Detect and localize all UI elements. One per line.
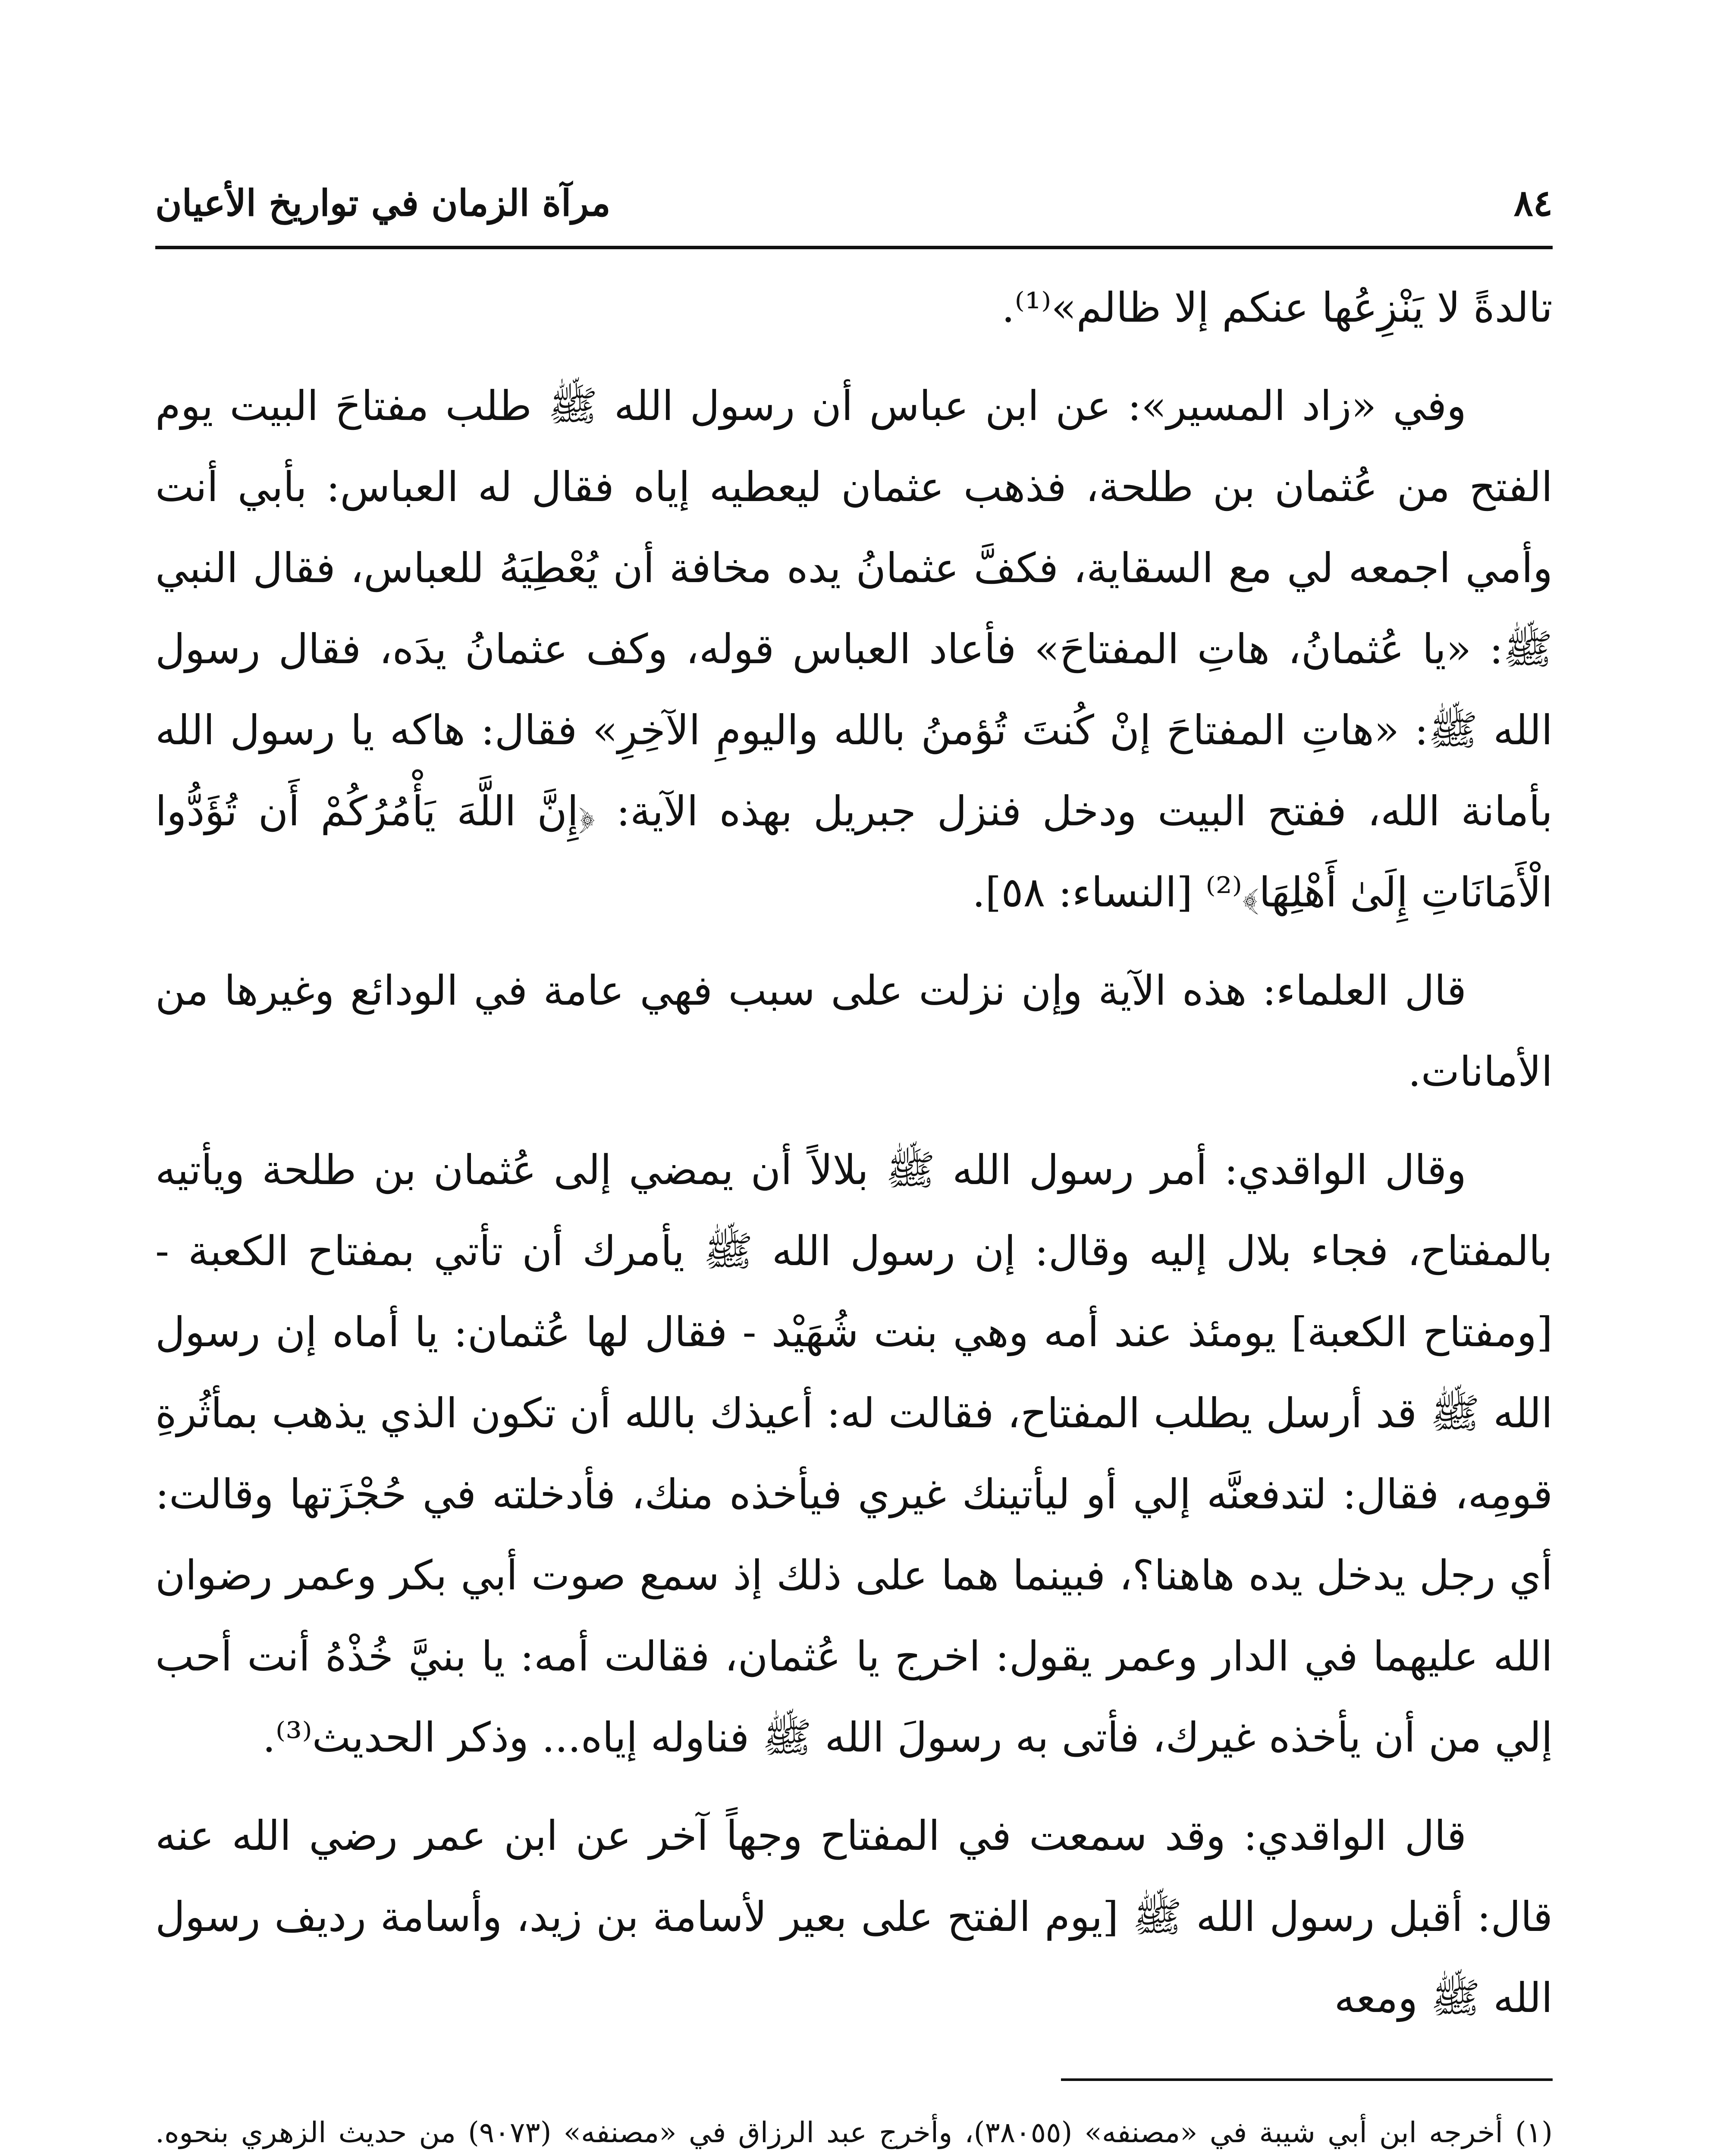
page-header bbox=[155, 170, 1553, 235]
running-title: مرآة الزمان في تواريخ الأعيان bbox=[155, 181, 611, 224]
header-rule bbox=[155, 246, 1553, 249]
paragraph-continuation: تالدةً لا يَنْزِعُها عنكم إلا ظالم»⁽¹⁾. bbox=[1001, 284, 1553, 332]
footnote-rule bbox=[1061, 2078, 1553, 2081]
footnote-1: (١) أخرجه ابن أبي شيبة في «مصنفه» (٣٨٠٥٥)، وأخرج عبد الرزاق في «مصنفه» (٩٠٧٣) من حديث الزهري بنحوه. bbox=[155, 2116, 1553, 2149]
paragraph-ulama: قال العلماء: هذه الآية وإن نزلت على سبب فهي عامة في الودائع وغيرها من الأمانات. bbox=[155, 967, 1553, 1096]
page-number: ٨٤ bbox=[1513, 181, 1553, 224]
paragraph-zad-al-masir: وفي «زاد المسير»: عن ابن عباس أن رسول الله ﷺ طلب مفتاحَ البيت يوم الفتح من عُثمان بن طلحة، فذهب عثمان ليعطيه إياه فقال له العباس: بأبي أنت وأمي اجمعه لي مع السقاية، فكفَّ عثمانُ يده مخافة أن يُعْطِيَهُ للعباس، فقال النبي ﷺ: «يا عُثمانُ، هاتِ المفتاحَ» فأعاد العباس قوله، وكف عثمانُ يدَه، فقال رسول الله ﷺ: «هاتِ المفتاحَ إنْ كُنتَ تُؤمنُ بالله واليومِ الآخِرِ» فقال: هاكه يا رسول الله بأمانة الله، ففتح البيت ودخل فنزل جبريل بهذه الآية: ﴿إِنَّ اللَّهَ يَأْمُرُكُمْ أَن تُؤَدُّوا الْأَمَانَاتِ إِلَىٰ أَهْلِهَا﴾⁽²⁾ [النساء: ٥٨]. bbox=[155, 382, 1553, 916]
paragraph-waqidi: وقال الواقدي: أمر رسول الله ﷺ بلالاً أن يمضي إلى عُثمان بن طلحة ويأتيه بالمفتاح، فجاء بلال إليه وقال: إن رسول الله ﷺ يأمرك أن تأتي بمفتاح الكعبة - [ومفتاح الكعبة] يومئذ عند أمه وهي بنت شُهَيْد - فقال لها عُثمان: يا أماه إن رسول الله ﷺ قد أرسل يطلب المفتاح، فقالت له: أعيذك بالله أن تكون الذي يذهب بمأثُرةِ قومِه، فقال: لتدفعنَّه إلي أو ليأتينك غيري فيأخذه منك، فأدخلته في حُجْزَتها وقالت: أي رجل يدخل يده هاهنا؟، فبينما هما على ذلك إذ سمع صوت أبي بكر وعمر رضوان الله عليهما في الدار وعمر يقول: اخرج يا عُثمان، فقالت أمه: يا بنيَّ خُذْهُ أنت أحب إلي من أن يأخذه غيرك، فأتى به رسولَ الله ﷺ فناوله إياه... وذكر الحديث⁽³⁾. bbox=[155, 1147, 1553, 1761]
footnotes bbox=[155, 2104, 1553, 2156]
main-text bbox=[155, 267, 1553, 2039]
paragraph-waqidi-second: قال الواقدي: وقد سمعت في المفتاح وجهاً آخر عن ابن عمر رضي الله عنه قال: أقبل رسول الله ﷺ [يوم الفتح على بعير لأسامة بن زيد، وأسامة رديف رسول الله ﷺ ومعه bbox=[155, 1812, 1553, 2022]
